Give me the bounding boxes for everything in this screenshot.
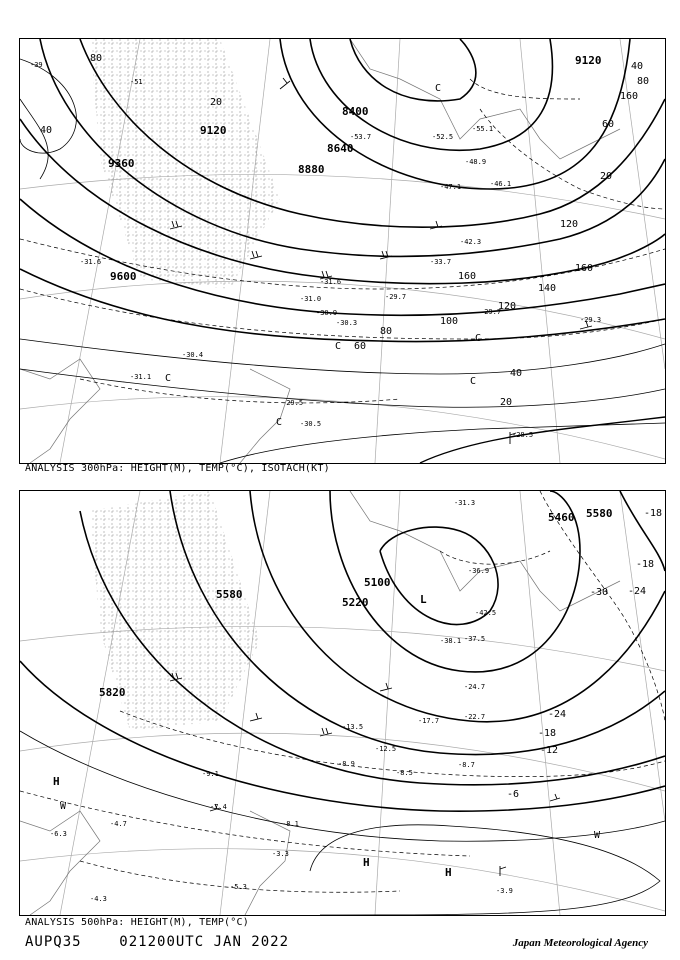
high-marker: H — [53, 775, 60, 788]
height-label: 5100 — [364, 576, 391, 589]
temp-label: -8.7 — [458, 761, 475, 769]
isotach-label: 160 — [458, 271, 477, 282]
cold-center-mark: C — [435, 83, 442, 94]
temp-label: -31.6 — [80, 258, 102, 266]
temp-label: -33.7 — [430, 258, 452, 266]
temp-label: -42.3 — [460, 238, 482, 246]
temp-contour-label: -6 — [507, 789, 520, 800]
temp-label: -37.5 — [464, 635, 486, 643]
temp-label: -4.3 — [90, 895, 107, 903]
temp-label: -46.1 — [490, 180, 512, 188]
temp-contour-label: -18 — [538, 728, 557, 739]
warm-center-marks — [60, 801, 601, 841]
temp-label: -6.3 — [50, 830, 67, 838]
cold-center-mark: C — [470, 376, 477, 387]
temp-label: -29.3 — [580, 316, 602, 324]
height-label: 9120 — [200, 124, 227, 137]
temp-contour-label: -24 — [628, 586, 647, 597]
caption-300hpa: ANALYSIS 300hPa: HEIGHT(M), TEMP(°C), ISOTACH(KT) — [25, 463, 330, 474]
map-300hpa-drawing — [20, 39, 665, 463]
height-label: 8880 — [298, 163, 325, 176]
temp-label: -52.5 — [432, 133, 454, 141]
temp-label: -42.5 — [475, 609, 497, 617]
temp-label: -55.1 — [472, 125, 494, 133]
temp-label: -31.6 — [320, 278, 342, 286]
low-marker: L — [420, 593, 427, 606]
temp-label: -48.9 — [465, 158, 487, 166]
cold-center-mark: C — [165, 373, 172, 384]
isotach-label: 60 — [602, 119, 615, 130]
temp-label: -36.9 — [468, 567, 490, 575]
map-300hpa — [19, 38, 666, 464]
height-label: 5820 — [99, 686, 126, 699]
valid-time: 021200UTC JAN 2022 — [119, 934, 290, 950]
height-label: 9600 — [110, 270, 137, 283]
warm-center-mark: W — [594, 830, 601, 841]
temp-label: -8.5 — [396, 769, 413, 777]
isotach-label: 80 — [380, 326, 393, 337]
temp-label: -30.5 — [300, 420, 322, 428]
height-label: 8640 — [327, 142, 354, 155]
isotach-label: 60 — [354, 341, 367, 352]
cold-center-mark: C — [335, 341, 342, 352]
temp-contour-label: -30 — [590, 587, 609, 598]
temp-label: -31.1 — [130, 373, 152, 381]
cold-center-mark: C — [475, 333, 482, 344]
high-marker: H — [363, 856, 370, 869]
temp-label: -53.7 — [350, 133, 372, 141]
height-label: 5220 — [342, 596, 369, 609]
temp-contour-labels — [507, 508, 662, 800]
isotach-label: 160 — [620, 91, 639, 102]
height-label: 9360 — [108, 157, 135, 170]
height-label: 8400 — [342, 105, 369, 118]
height-label: 5580 — [216, 588, 243, 601]
temp-label: -12.5 — [375, 745, 397, 753]
temp-contour-label: -24 — [548, 709, 567, 720]
map-500hpa — [19, 490, 666, 916]
agency-name: Japan Meteorological Agency — [512, 937, 648, 949]
caption-500hpa: ANALYSIS 500hPa: HEIGHT(M), TEMP(°C) — [25, 917, 249, 928]
isotach-label: 80 — [90, 53, 103, 64]
bulletin-code: AUPQ35 — [25, 934, 82, 950]
isotach-label: 20 — [500, 397, 513, 408]
high-marker: H — [445, 866, 452, 879]
temp-label: -31.3 — [454, 499, 476, 507]
temp-label: -8.9 — [338, 760, 355, 768]
temp-label: -8.1 — [282, 820, 299, 828]
isotach-label: 100 — [440, 316, 459, 327]
temp-label: -29.5 — [282, 399, 304, 407]
isotach-label: 80 — [637, 76, 650, 87]
temp-label: -30.4 — [182, 351, 204, 359]
temp-label: -3.3 — [272, 850, 289, 858]
temp-contour-label: -12 — [540, 745, 559, 756]
temp-label: -22.7 — [464, 713, 486, 721]
isotach-label: 20 — [600, 171, 613, 182]
temp-label: -24.7 — [464, 683, 486, 691]
height-label: 5580 — [586, 507, 613, 520]
temp-contour-label: -18 — [636, 559, 655, 570]
isotach-label: 120 — [560, 219, 579, 230]
temp-label: -51 — [130, 78, 143, 86]
temp-label: -17.7 — [418, 717, 440, 725]
warm-center-mark: W — [60, 801, 67, 812]
height-label: 9120 — [575, 54, 602, 67]
isotach-label: 20 — [210, 97, 223, 108]
temp-label: -39 — [30, 61, 43, 69]
temp-label: -9.1 — [202, 770, 219, 778]
isotach-label: 120 — [498, 301, 517, 312]
temp-label: -28.5 — [512, 431, 534, 439]
temp-label: -30.3 — [336, 319, 358, 327]
temp-label: -7.4 — [210, 803, 227, 811]
isotach-label: 40 — [510, 368, 523, 379]
temp-label: -29.7 — [480, 308, 502, 316]
chart-footer — [25, 934, 289, 950]
temp-label: -31.0 — [300, 295, 322, 303]
temp-label: -5.3 — [230, 883, 247, 891]
isotach-label: 40 — [631, 61, 644, 72]
isotach-label: 160 — [575, 263, 594, 274]
coastline-japan — [240, 369, 290, 463]
temp-contour-label: -18 — [644, 508, 663, 519]
temp-label: -47.1 — [440, 183, 462, 191]
cold-center-mark: C — [276, 417, 283, 428]
temp-label: -38.1 — [440, 637, 462, 645]
temp-label: -3.9 — [496, 887, 513, 895]
temp-label: -13.5 — [342, 723, 364, 731]
temp-label: -4.7 — [110, 820, 127, 828]
height-label: 5460 — [548, 511, 575, 524]
temp-label: -29.7 — [385, 293, 407, 301]
isotach-label: 40 — [40, 125, 53, 136]
isotach-label: 140 — [538, 283, 557, 294]
temp-label: -30.9 — [316, 309, 338, 317]
map-500hpa-drawing — [20, 491, 665, 915]
